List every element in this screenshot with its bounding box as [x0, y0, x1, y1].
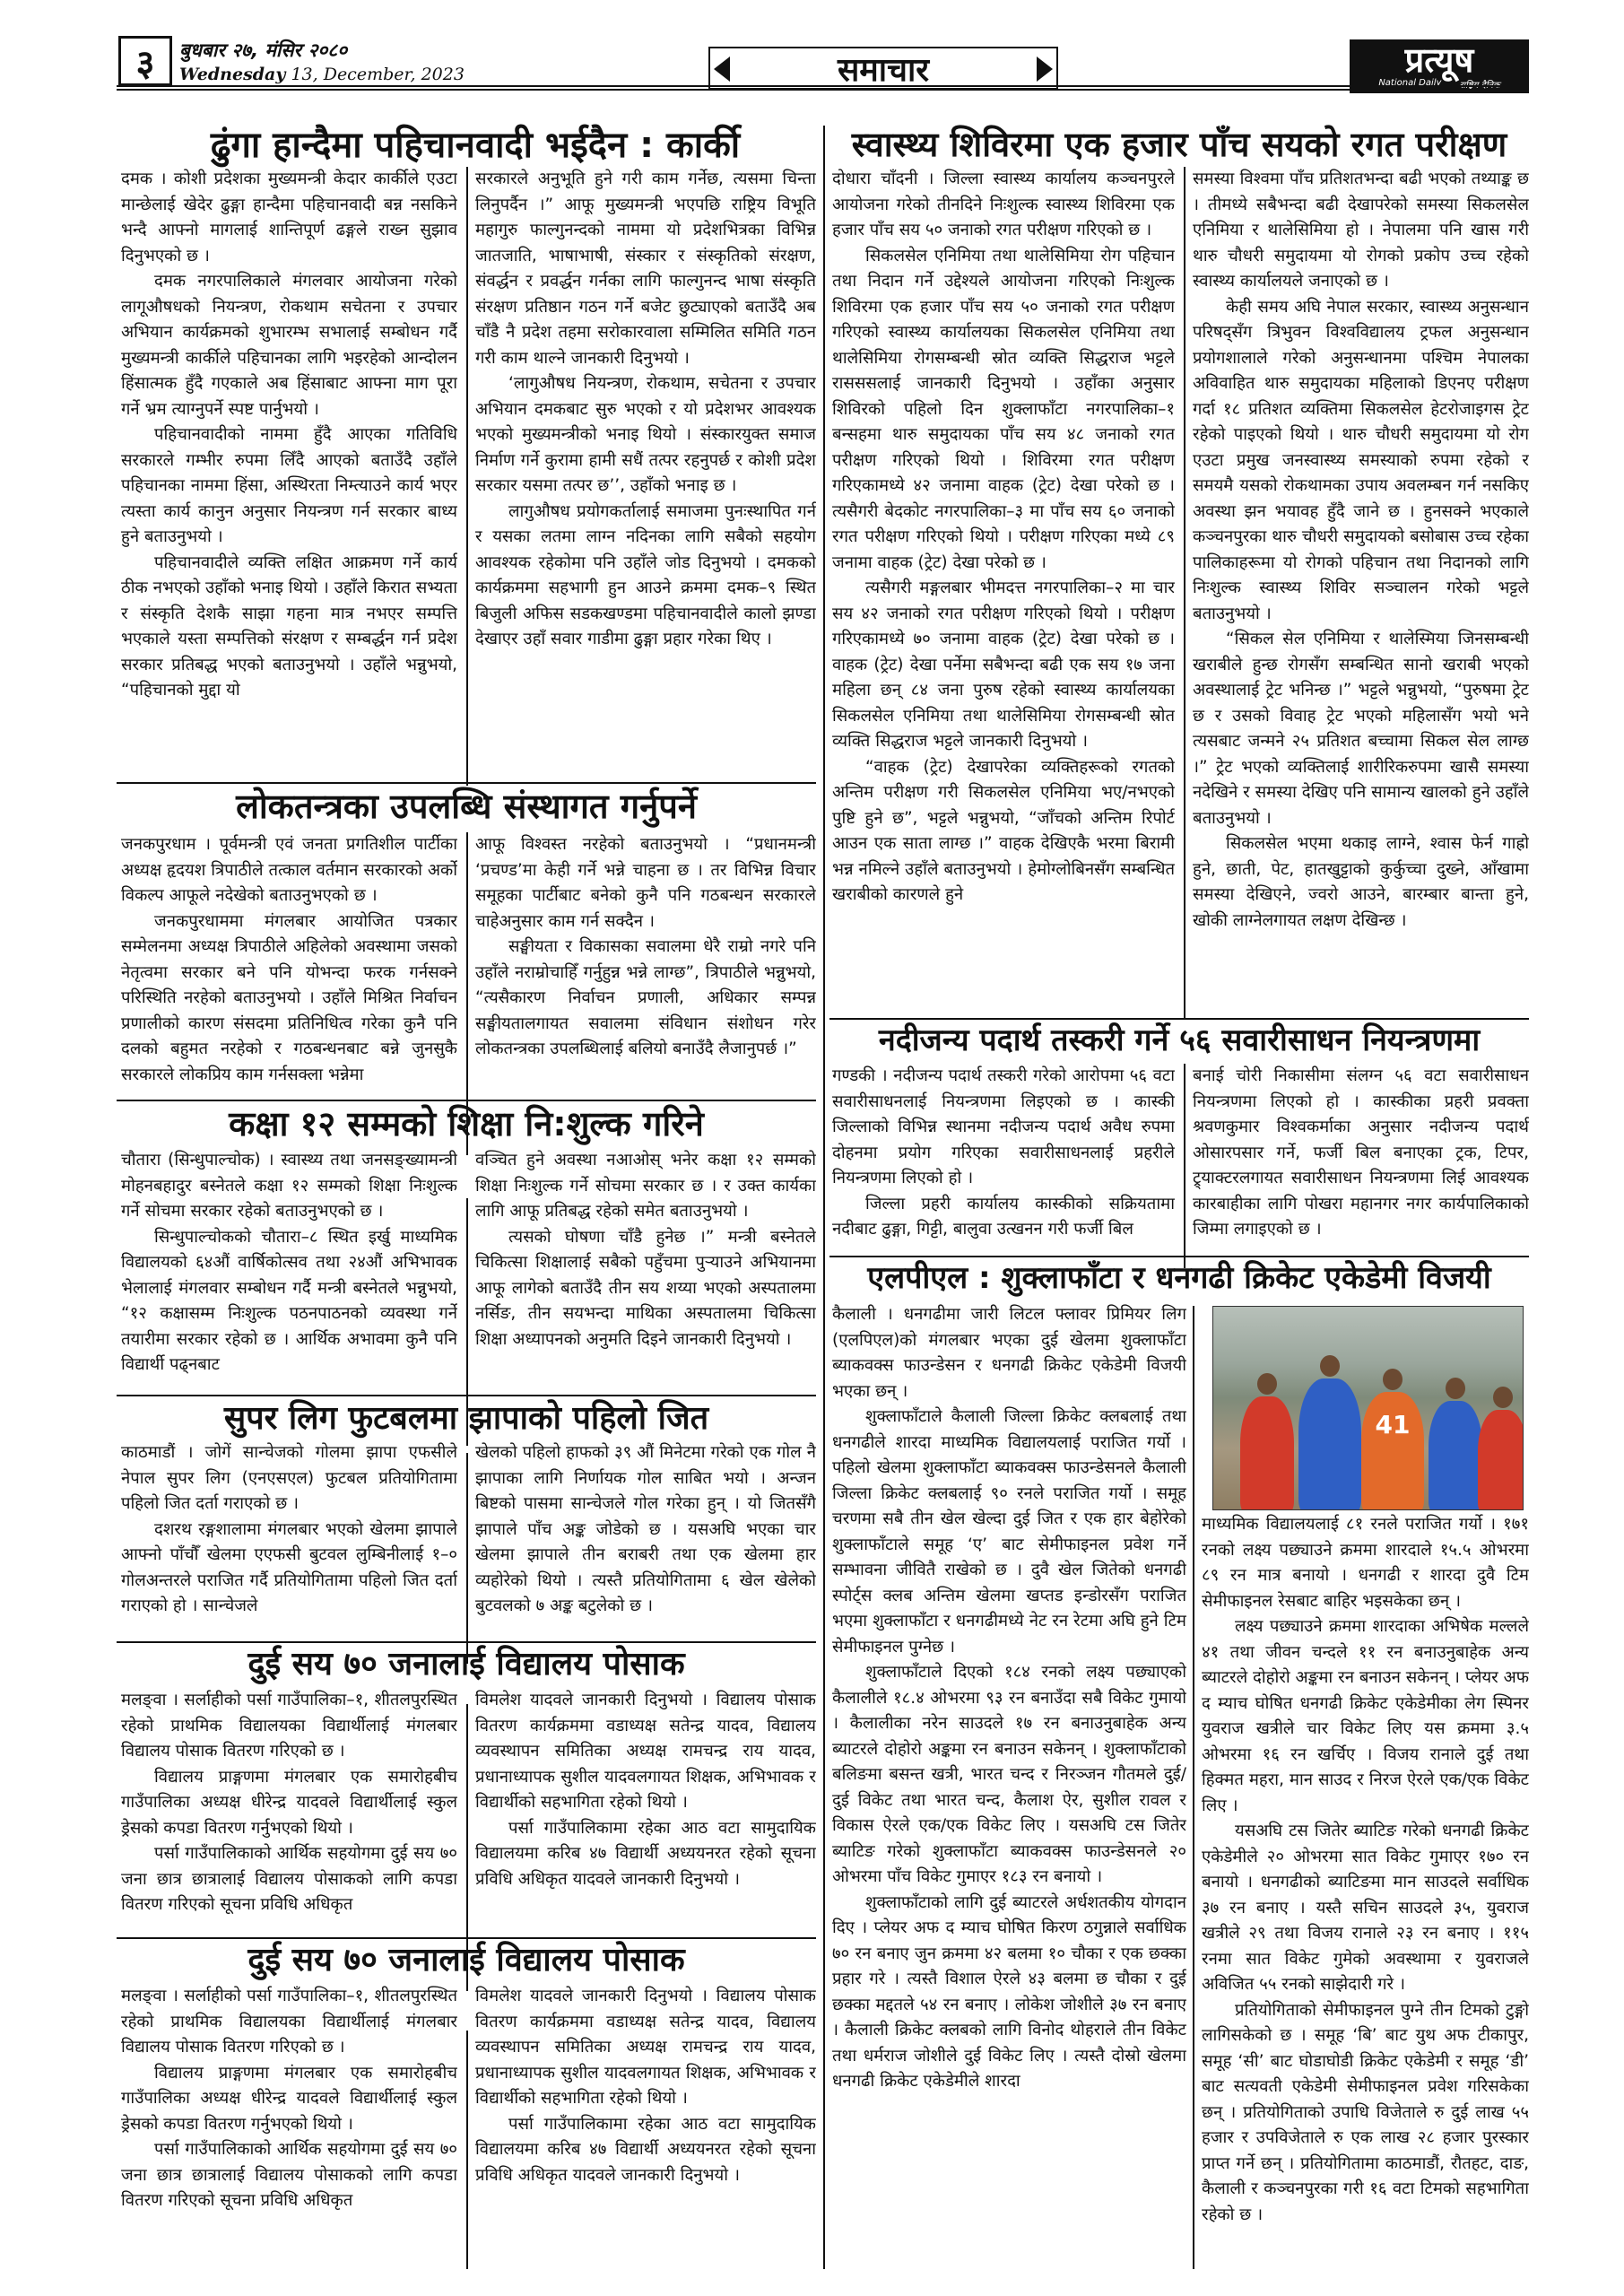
headline-5: दुई सय ७० जनालाई विद्यालय पोसाक [248, 1646, 685, 1683]
article-text [121, 1984, 457, 2214]
paragraph: सङ्घीयता र विकासका सवालमा धेरै राम्रो नगरे पनि उहाँले नराम्रोचाहिँ गर्नुहुन्न भन्ने लाग्छ”, त्रिपाठीले भन्नुभयो, “त्यसैकारण निर्वाचन प्रणाली, अधिकार सम्पन्न सङ्घीयतालगायत सवालमा संविधान संशोधन गरेर लोकतन्त्रका उपलब्धिलाई बलियो बनाउँदै लैजानुपर्छ ।” [475, 937, 816, 1058]
article-1-col-2 [475, 167, 816, 781]
paragraph: पर्सा गाउँपालिकाको आर्थिक सहयोगमा दुई सय ७० जना छात्र छात्रालाई विद्यालय पोसाकको लागि कपडा वितरण गरिएको सूचना प्रविधि अधिकृत [121, 1844, 457, 1914]
paragraph: जिल्ला प्रहरी कार्यालय कास्कीको सक्रियतामा नदीबाट ढुङ्गा, गिट्टी, बालुवा उत्खनन गरी फर्जी बिल [832, 1194, 1175, 1239]
headline-9: एलपीएल : शुक्लाफाँटा र धनगढी क्रिकेट एकेडेमी विजयी [867, 1260, 1491, 1296]
column-divider [1193, 1306, 1194, 2269]
paragraph: पर्सा गाउँपालिकामा रहेका आठ वटा सामुदायिक विद्यालयमा करिब ४७ विद्यार्थी अध्ययनरत रहेको सूचना प्रविधि अधिकृत यादवले जानकारी दिनुभयो । [475, 1818, 816, 1889]
article-separator [117, 1100, 816, 1101]
paragraph: दोधारा चाँदनी । जिल्ला स्वास्थ्य कार्यालय कञ्चनपुरले आयोजना गरेको तीनदिने निःशुल्क स्वास्थ्य शिविरमा एक हजार पाँच सय ५० जनाको रगत परीक्षण गरिएको छ । [832, 170, 1175, 239]
article-separator [117, 1937, 816, 1939]
article-7-col-1 [832, 167, 1175, 1019]
article-text [832, 167, 1175, 909]
headline-7: स्वास्थ्य शिविरमा एक हजार पाँच सयको रगत परीक्षण [851, 125, 1507, 164]
paragraph: आफू विश्वस्त नरहेको बताउनुभयो । “प्रधानमन्त्री ‘प्रचण्ड’मा केही गर्ने भन्ने चाहना छ । तर विभिन्न विचार समूहका पार्टीबाट बनेको कुनै पनि गठबन्धन सरकारले चाहेअनुसार काम गर्न सक्दैन । [475, 835, 816, 931]
paragraph: विद्यालय प्राङ्गणमा मंगलबार एक समारोहबीच गाउँपालिका अध्यक्ष धीरेन्द्र यादवले विद्यार्थीलाई स्कुल ड्रेसको कपडा वितरण गर्नुभएको थियो । [121, 2063, 457, 2134]
paragraph: सिकलसेल एनिमिया तथा थालेसिमिया रोग पहिचान तथा निदान गर्ने उद्देश्यले आयोजना गरिएको निःशुल्क शिविरमा एक हजार पाँच सय ५० जनाको रगत परीक्षण गरिएको स्वास्थ्य कार्यालयका सिकलसेल एनिमिया तथा थालेसिमिया रोगसम्बन्धी स्रोत व्यक्ति सिद्धराज भट्टले रासससलाई जानकारी दिनुभयो । उहाँका अनुसार शिविरको पहिलो दिन शुक्लाफाँटा नगरपालिका–१ बन्सहमा थारु समुदायका पाँच सय ४८ जनाको रगत परीक्षण गरिएको थियो । शिविरमा रगत परीक्षण गरिएकामध्ये ४२ जनामा वाहक (ट्रेट) देखा परेको छ । त्यसैगरी बेदकोट नगरपालिका–३ मा पाँच सय ६० जनाको रगत परीक्षण गरिएको थियो । परीक्षण गरिएका मध्ये ८९ जनामा वाहक (ट्रेट) देखा परेको छ । [832, 246, 1175, 572]
article-text [475, 1688, 816, 1892]
article-text [121, 1440, 457, 1620]
article-7-col-2 [1193, 167, 1529, 1019]
article-6-col-2 [475, 1984, 816, 2271]
paragraph: विमलेश यादवले जानकारी दिनुभयो । विद्यालय पोसाक वितरण कार्यक्रममा वडाध्यक्ष सतेन्द्र यादव, विद्यालय व्यवस्थापन समितिका अध्यक्ष रामचन्द्र राय यादव, प्रधानाध्यापक सुशील यादवलगायत शिक्षक, अभिभावक र विद्यार्थीको सहभागिता रहेको थियो । [475, 1987, 816, 2108]
paragraph: बनाई चोरी निकासीमा संलग्न ५६ वटा सवारीसाधन नियन्त्रणमा लिएको हो । कास्कीका प्रहरी प्रवक्ता श्रवणकुमार विश्वकर्माका अनुसार नदीजन्य पदार्थ ओसारपसार गर्ने, फर्जी बिल बनाएका ट्रक, टिपर, ट्र्याक्टरलगायत सवारीसाधन नियन्त्रणमा लिई आवश्यक कारबाहीका लागि पोखरा महानगर नगर कार्यपालिकाको जिम्मा लगाइएको छ । [1193, 1066, 1529, 1239]
paragraph: सिकलसेल भएमा थकाइ लाग्ने, श्वास फेर्न गाह्रो हुने, छाती, पेट, हातखुट्टाको कुर्कुच्चा दुख्ने, आँखामा समस्या देखिएने, ज्वरो आउने, बारम्बार बान्ता हुने, खोकी लाग्नेलगायत लक्षण देखिन्छ । [1193, 834, 1529, 930]
article-5-col-1 [121, 1688, 457, 1937]
paragraph: पर्सा गाउँपालिकामा रहेका आठ वटा सामुदायिक विद्यालयमा करिब ४७ विद्यार्थी अध्ययनरत रहेको सूचना प्रविधि अधिकृत यादवले जानकारी दिनुभयो । [475, 2114, 816, 2185]
article-text [832, 1064, 1175, 1243]
paragraph: विमलेश यादवले जानकारी दिनुभयो । विद्यालय पोसाक वितरण कार्यक्रममा वडाध्यक्ष सतेन्द्र यादव, विद्यालय व्यवस्थापन समितिका अध्यक्ष रामचन्द्र राय यादव, प्रधानाध्यापक सुशील यादवलगायत शिक्षक, अभिभावक र विद्यार्थीको सहभागिता रहेको थियो । [475, 1691, 816, 1812]
column-divider [1184, 1064, 1185, 1268]
paragraph: मलङ्वा । सर्लाहीको पर्सा गाउँपालिका–१, शीतलपुरस्थित रहेको प्राथमिक विद्यालयका विद्यार्थीलाई मंगलबार विद्यालय पोसाक वितरण गरिएको छ । [121, 1691, 457, 1761]
date-english: Wednesday 13, December, 2023 [179, 65, 465, 84]
paragraph: शुक्लाफाँटाले कैलाली जिल्ला क्रिकेट क्लबलाई तथा धनगढीले शारदा माध्यमिक विद्यालयलाई पराजित गर्यो । पहिलो खेलमा शुक्लाफाँटा ब्याकवक्स फाउन्डेसनले कैलाली जिल्ला क्रिकेट क्लबलाई ९० रनले पराजित गर्यो । समूह चरणमा सबै तीन खेल खेल्दा दुई जित र एक हार बेहोरेको शुक्लाफाँटाले समूह ‘ए’ बाट सेमीफाइनल प्रवेश गर्ने सम्भावना जीवितै राखेको छ । दुवै खेल जितेको धनगढी स्पोर्ट्स क्लब अन्तिम खेलमा खप्तड इन्डोरसँग पराजित भएमा शुक्लाफाँटा र धनगढीमध्ये नेट रन रेटमा अघि हुने टिम सेमीफाइनल पुग्नेछ । [832, 1407, 1186, 1657]
cricket-team-photo: 41 [1212, 1306, 1524, 1510]
article-separator [829, 1256, 1529, 1257]
paragraph: पहिचानवादीको नाममा हुँदै आएका गतिविधि सरकारले गम्भीर रुपमा लिँदै आएको बताउँदै उहाँले पहिचानका नाममा हिंसा, अस्थिरता निम्त्याउने कार्य भएर त्यस्ता कार्य कानुन अनुसार नियन्त्रण गर्न सरकार बाध्य हुने बताउनुभयो । [121, 425, 457, 546]
article-5-col-2 [475, 1688, 816, 1937]
paragraph: शुक्लाफाँटाको लागि दुई ब्याटरले अर्धशतकीय योगदान दिए । प्लेयर अफ द म्याच घोषित किरण ठगुन्नाले सर्वाधिक ७० रन बनाए जुन क्रममा ४२ बलमा १० चौका र एक छक्का प्रहार गरे । त्यस्तै विशाल ऐरले ४३ बलमा छ चौका र दुई छक्का मद्दतले ५४ रन बनाए । लोकेश जोशीले ३७ रन बनाए । कैलाली क्रिकेट क्लबको लागि विनोद थोहराले तीन विकेट तथा धर्मराज जोशीले दुई विकेट लिए । त्यस्तै दोस्रो खेलमा धनगढी क्रिकेट एकेडेमीले शारदा [832, 1892, 1186, 2091]
article-text [1202, 1512, 1529, 2228]
paragraph: ‘लागुऔषध नियन्त्रण, रोकथाम, सचेतना र उपचार अभियान दमकबाट सुरु भएको र यो प्रदेशभर आवश्यक भएको मुख्यमन्त्रीको भनाइ थियो । संस्कारयुक्त समाज निर्माण गर्ने कुरामा हामी सधैं तत्पर रहनुपर्छ र कोशी प्रदेश सरकार यसमा तत्पर छ’’, उहाँको भनाइ छ । [475, 374, 816, 495]
article-separator [117, 782, 816, 784]
article-3-col-2 [475, 1148, 816, 1394]
paragraph: “सिकल सेल एनिमिया र थालेस्मिया जिनसम्बन्धी खराबीले हुन्छ रोगसँग सम्बन्धित सानो खराबी भएको अवस्थालाई ट्रेट भनिन्छ ।” भट्टले भन्नुभयो, “पुरुषमा ट्रेट छ र उसको विवाह ट्रेट भएको महिलासँग भयो भने त्यसबाट जन्मने २५ प्रतिशत बच्चामा सिकल सेल लाग्छ ।” ट्रेट भएको व्यक्तिलाई शारीरिकरुपमा खासै समस्या नदेखिने र समस्या देखिए पनि सामान्य खालको हुने उहाँले बताउनुभयो । [1193, 630, 1529, 828]
page-number: ३ [118, 36, 172, 86]
article-3-col-1 [121, 1148, 457, 1394]
article-text [475, 832, 816, 1063]
article-8-col-2 [1193, 1064, 1529, 1256]
column-divider [823, 126, 825, 2269]
paragraph: काठमाडौं । जोगें सान्चेजको गोलमा झापा एफसीले नेपाल सुपर लिग (एनएसएल) फुटबल प्रतियोगितामा पहिलो जित दर्ता गराएको छ । [121, 1443, 457, 1513]
paragraph: त्यसको घोषणा चाँडै हुनेछ ।” मन्त्री बस्नेतले चिकित्सा शिक्षालाई सबैको पहुँचमा पुऱ्याउने अभियानमा आफू लागेको बताउँदै तीन सय शय्या भएको अस्पतालमा नर्सिङ, तीन सयभन्दा माथिका अस्पतालमा चिकित्सा शिक्षा अध्यापनको अनुमति दिइने जानकारी दिनुभयो । [475, 1227, 816, 1349]
article-text [121, 1148, 457, 1378]
paragraph: दमक । कोशी प्रदेशका मुख्यमन्त्री केदार कार्कीले एउटा मान्छेलाई खेदेर ढुङ्गा हान्दैमा पहिचानवादी बन्न नसकिने भन्दै आफ्नो मागलाई शान्तिपूर्ण ढङ्गले राख्न सुझाव दिनुभएको छ । [121, 170, 457, 265]
headline-1: ढुंगा हान्दैमा पहिचानवादी भईदैन : कार्की [210, 125, 741, 166]
article-text [121, 167, 457, 704]
headline-2: लोकतन्त्रका उपलब्धि संस्थागत गर्नुपर्ने [236, 787, 697, 826]
column-divider [1184, 167, 1185, 1019]
paragraph: सिन्धुपाल्चोकको चौतारा–८ स्थित इर्खु माध्यमिक विद्यालयको ६४औं वार्षिकोत्सव तथा २४औं अभिभावक भेलालाई मंगलवार सम्बोधन गर्दै मन्त्री बस्नेतले भन्नुभयो, “१२ कक्षासम्म निःशुल्क पठनपाठनको व्यवस्था गर्ने तयारीमा सरकार रहेको छ । आर्थिक अभावमा कुनै पनि विद्यार्थी पढ्नबाट [121, 1227, 457, 1374]
paragraph: पर्सा गाउँपालिकाको आर्थिक सहयोगमा दुई सय ७० जना छात्र छात्रालाई विद्यालय पोसाकको लागि कपडा वितरण गरिएको सूचना प्रविधि अधिकृत [121, 2140, 457, 2210]
article-8-col-1 [832, 1064, 1175, 1256]
article-separator [117, 1395, 816, 1396]
column-divider [466, 1453, 468, 1664]
paragraph: “वाहक (ट्रेट) देखापरेका व्यक्तिहरूको रगतको अन्तिम परीक्षण गरी सिकलसेल एनिमिया भए/नभएको पुष्टि हुने छ”, भट्टले भन्नुभयो, “जाँचको अन्तिम रिपोर्ट आउन एक साता लाग्छ ।” वाहक देखिएकै भरमा बिरामी भन्न नमिल्ने उहाँले बताउनुभयो । हेमोग्लोबिनसँग सम्बन्धित खराबीको कारणले हुने [832, 757, 1175, 904]
headline-3: कक्षा १२ सम्मको शिक्षा नि:शुल्क गरिने [229, 1104, 704, 1144]
date-nepali: बुधबार २७, मंसिर २०८० [179, 39, 348, 61]
headline-6: दुई सय ७० जनालाई विद्यालय पोसाक [248, 1942, 685, 1979]
article-4-col-1 [121, 1440, 457, 1641]
paragraph: जनकपुरधाममा मंगलबार आयोजित पत्रकार सम्मेलनमा अध्यक्ष त्रिपाठीले अहिलेको अवस्थामा जसको नेतृत्वमा सरकार बने पनि योभन्दा फरक गर्नसक्ने परिस्थिति नरहेको बताउनुभयो । उहाँले मिश्रित निर्वाचन प्रणालीको कारण संसदमा प्रतिनिधित्व गरेका कुनै पनि दलको बहुमत नरहेको र गठबन्धनबाट बन्ने जुनसुकै सरकारले लोकप्रिय काम गर्नसक्ला भन्नेमा [121, 911, 457, 1084]
paragraph: मलङ्वा । सर्लाहीको पर्सा गाउँपालिका–१, शीतलपुरस्थित रहेको प्राथमिक विद्यालयका विद्यार्थीलाई मंगलबार विद्यालय पोसाक वितरण गरिएको छ । [121, 1987, 457, 2057]
paragraph: त्यसैगरी मङ्गलबार भीमदत्त नगरपालिका–२ मा चार सय ४२ जनाको रगत परीक्षण गरिएको थियो । परीक्षण गरिएकामध्ये ७० जनामा वाहक (ट्रेट) देखा परेको छ । वाहक (ट्रेट) देखा पर्नेमा सबैभन्दा बढी एक सय १७ जना महिला छन् ८४ जना पुरुष रहेको स्वास्थ्य कार्यालयका सिकलसेल एनिमिया तथा थालेसिमिया रोगसम्बन्धी स्रोत व्यक्ति सिद्धराज भट्टले जानकारी दिनुभयो । [832, 578, 1175, 751]
article-text [475, 1148, 816, 1352]
header-rule [117, 85, 1507, 91]
article-text [1193, 1064, 1529, 1243]
article-text [832, 1302, 1186, 2095]
paragraph: समस्या विश्वमा पाँच प्रतिशतभन्दा बढी भएको तथ्याङ्क छ । तीमध्ये सबैभन्दा बढी देखापरेको समस्या सिकलसेल एनिमिया र थालेसिमिया हो । नेपालमा पनि खास गरी थारु चौधरी समुदायमा यो रोगको प्रकोप उच्च रहेको स्वास्थ्य कार्यालयले जनाएको छ । [1193, 170, 1529, 291]
article-2-col-2 [475, 832, 816, 1100]
column-divider [466, 2031, 468, 2269]
paragraph: यसअघि टस जितेर ब्याटिङ गरेको धनगढी क्रिकेट एकेडेमीले २० ओभरमा सात विकेट गुमाएर १७० रन बनायो । धनगढीको ब्याटिङमा मान साउदले सर्वाधिक ३७ रन बनाए । यस्तै सचिन साउदले ३५, युवराज खत्रीले २९ तथा विजय रानाले २३ रन बनाए । ११५ रनमा सात विकेट गुमेको अवस्थामा र युवराजले अविजित ५५ रनको साझेदारी गरे । [1202, 1822, 1529, 1994]
paragraph: कैलाली । धनगढीमा जारी लिटल फ्लावर प्रिमियर लिग (एलपिएल)को मंगलबार भएका दुई खेलमा शुक्लाफाँटा ब्याकवक्स फाउन्डेसन र धनगढी क्रिकेट एकेडेमी विजयी भएका छन् । [832, 1305, 1186, 1401]
article-text [475, 1440, 816, 1620]
paragraph: प्रतियोगिताको सेमीफाइनल पुग्ने तीन टिमको टुङ्गो लागिसकेको छ । समूह ‘बि’ बाट युथ अफ टीकापुर, समूह ‘सी’ बाट घोडाघोडी क्रिकेट एकेडेमी र समूह ‘डी’ बाट सत्यवती एकेडेमी सेमीफाइनल प्रवेश गरिसकेका छन् । प्रतियोगिताको उपाधि विजेताले रु दुई लाख ५५ हजार र उपविजेताले रु एक लाख २८ हजार पुरस्कार प्राप्त गर्ने छन् । प्रतियोगितामा काठमाडौं, रौतहट, दाङ, कैलाली र कञ्चनपुरका गरी १६ वटा टिमको सहभागिता रहेको छ । [1202, 2000, 1529, 2224]
paragraph: वञ्चित हुने अवस्था नआओस् भनेर कक्षा १२ सम्मको शिक्षा निःशुल्क गर्ने सोचमा सरकार छ । र उक्त कार्यका लागि आफू प्रतिबद्ध रहेको समेत बताउनुभयो । [475, 1151, 816, 1221]
right-arrow-icon [1037, 57, 1053, 82]
article-text [475, 1984, 816, 2188]
article-separator [117, 1641, 816, 1643]
headline-8: नदीजन्य पदार्थ तस्करी गर्ने ५६ सवारीसाधन नियन्त्रणमा [878, 1022, 1481, 1058]
article-6-col-1 [121, 1984, 457, 2271]
article-text [1193, 167, 1529, 934]
paragraph: खेलको पहिलो हाफको ३९ औं मिनेटमा गरेको एक गोल नै झापाका लागि निर्णायक गोल साबित भयो । अन्जन बिष्टको पासमा सान्चेजले गोल गरेका हुन् । यो जितसँगै झापाले पाँच अङ्क जोडेको छ । यसअघि भएका चार खेलमा झापाले तीन बराबरी तथा एक खेलमा हार व्यहोरेको थियो । त्यस्तै प्रतियोगितामा ६ खेल खेलेको बुटवलको ७ अङ्क बटुलेको छ । [475, 1443, 816, 1615]
paragraph: गण्डकी । नदीजन्य पदार्थ तस्करी गरेको आरोपमा ५६ वटा सवारीसाधनलाई नियन्त्रणमा लिइएको छ । कास्की जिल्लाको विभिन्न स्थानमा नदीजन्य पदार्थ अवैध रुपमा दोहनमा प्रयोग गरिएका सवारीसाधनलाई प्रहरीले नियन्त्रणमा लिएको हो । [832, 1066, 1175, 1187]
paragraph: चौतारा (सिन्धुपाल्चोक) । स्वास्थ्य तथा जनसङ्ख्यामन्त्री मोहनबहादुर बस्नेतले कक्षा १२ सम्मको शिक्षा निःशुल्क गर्ने सोचमा सरकार रहेको बताउनुभएको छ । [121, 1151, 457, 1221]
section-label: समाचार [708, 47, 1058, 90]
paragraph: लक्ष्य पछ्याउने क्रममा शारदाका अभिषेक मल्लले ४१ तथा जीवन चन्दले ११ रन बनाउनुबाहेक अन्य ब्याटरले दोहोरो अङ्कमा रन बनाउन सकेनन् । प्लेयर अफ द म्याच घोषित धनगढी क्रिकेट एकेडेमीका लेग स्पिनर युवराज खत्रीले चार विकेट लिए यस क्रममा ३.५ ओभरमा १६ रन खर्चिए । विजय रानाले दुई तथा हिक्मत महरा, मान साउद र निरज ऐरले एक/एक विकेट लिए । [1202, 1617, 1529, 1815]
left-arrow-icon [714, 57, 730, 82]
article-text [475, 167, 816, 653]
column-divider [466, 167, 468, 786]
article-2-col-1 [121, 832, 457, 1100]
paragraph: पहिचानवादीले व्यक्ति लक्षित आक्रमण गर्ने कार्य ठीक नभएको उहाँको भनाइ थियो । उहाँले किरात सभ्यता र संस्कृति देशकै साझा गहना मात्र नभएर सम्पत्ति भएकाले यस्ता सम्पत्तिको संरक्षण र सम्बर्द्धन गर्न प्रदेश सरकार प्रतिबद्ध भएको बताउनुभयो । उहाँले भन्नुभयो, “पहिचानको मुद्दा यो [121, 552, 457, 700]
paragraph: लागुऔषध प्रयोगकर्तालाई समाजमा पुनःस्थापित गर्न र यसका लतमा लाग्न नदिनका लागि सबैको सहयोग आवश्यक रहेकोमा पनि उहाँले जोड दिनुभयो । दमकको कार्यक्रममा सहभागी हुन आउने क्रममा दमक–९ स्थित बिजुली अफिस सडकखण्डमा पहिचानवादीले कालो झण्डा देखाएर उहाँ सवार गाडीमा ढुङ्गा प्रहार गरेका थिए । [475, 501, 816, 648]
paragraph: विद्यालय प्राङ्गणमा मंगलबार एक समारोहबीच गाउँपालिका अध्यक्ष धीरेन्द्र यादवले विद्यार्थीलाई स्कुल ड्रेसको कपडा वितरण गर्नुभएको थियो । [121, 1767, 457, 1838]
article-9-col-2 [1202, 1512, 1529, 2271]
paragraph: दशरथ रङ्गशालामा मंगलबार भएको खेलमा झापाले आफ्नो पाँचौँ खेलमा एएफसी बुटवल लुम्बिनीलाई १–० गोलअन्तरले पराजित गर्दै प्रतियोगितामा पहिलो जित दर्ता गराएको हो । सान्चेजले [121, 1519, 457, 1615]
paragraph: माध्यमिक विद्यालयलाई ८१ रनले पराजित गर्यो । १७१ रनको लक्ष्य पछ्याउने क्रममा शारदाले १५.५ ओभरमा ८९ रन मात्र बनायो । धनगढी र शारदा दुवै टिम सेमीफाइनल रेसबाट बाहिर भइसकेका छन् । [1202, 1515, 1529, 1611]
paragraph: केही समय अघि नेपाल सरकार, स्वास्थ्य अनुसन्धान परिषद्सँग त्रिभुवन विश्वविद्यालय ट्रफल अनुसन्धान प्रयोगशालाले गरेको अनुसन्धानमा पश्चिम नेपालका अविवाहित थारु समुदायका महिलाको डिएनए परीक्षण गर्दा १८ प्रतिशत व्यक्तिमा सिकलसेल हेटरोजाइगस ट्रेट रहेको पाइएको थियो । थारु चौधरी समुदायमा यो रोग एउटा प्रमुख जनस्वास्थ्य समस्याको रुपमा रहेको र समयमै यसको रोकथामका उपाय अवलम्बन गर्न नसकिए अवस्था झन भयावह हुँदै जाने छ । हुनसक्ने भएकाले कञ्चनपुरका थारु चौधरी समुदायको बसोबास उच्च रहेका पालिकाहरूमा यो रोगको पहिचान तथा निदानको लागि निःशुल्क स्वास्थ्य शिविर सञ्चालन गरेको भट्टले बताउनुभयो । [1193, 297, 1529, 623]
paragraph: दमक नगरपालिकाले मंगलवार आयोजना गरेको लागूऔषधको नियन्त्रण, रोकथाम सचेतना र उपचार अभियान कार्यक्रमको शुभारम्भ सभालाई सम्बोधन गर्दै मुख्यमन्त्री कार्कीले पहिचानका लागि भइरहेको आन्दोलन हिंसात्मक हुँदै गएकाले अब हिंसाबाट आफ्ना माग पूरा गर्ने भ्रम त्याग्नुपर्ने स्पष्ट पार्नुभयो । [121, 272, 457, 419]
headline-4: सुपर लिग फुटबलमा झापाको पहिलो जित [223, 1400, 709, 1437]
paragraph: शुक्लाफाँटाले दिएको १८४ रनको लक्ष्य पछ्याएको कैलालीले १८.४ ओभरमा ९३ रन बनाउँदा सबै विकेट गुमायो । कैलालीका नरेन साउदले १७ रन बनाउनुबाहेक अन्य ब्याटरले दोहोरो अङ्कमा रन बनाउन सकेनन् । शुक्लाफाँटाको बलिङमा बसन्त खत्री, भारत चन्द र निरञ्जन गौतमले दुई/दुई विकेट तथा भारत चन्द, कैलाश ऐर, सुशील रावल र विकास ऐरले एक/एक विकेट लिए । यसअघि टस जितेर ब्याटिङ गरेको शुक्लाफाँटा ब्याकवक्स फाउन्डेसनले २० ओभरमा पाँच विकेट गुमाएर १८३ रन बनायो । [832, 1663, 1186, 1886]
article-9-col-1 [832, 1302, 1186, 2271]
paragraph: सरकारले अनुभूति हुने गरी काम गर्नेछ, त्यसमा चिन्ता लिनुपर्दैन ।” आफू मुख्यमन्त्री भएपछि राष्ट्रिय विभूति महागुरु फाल्गुनन्दको नाममा यो प्रदेशभित्रका विभिन्न जातजाति, भाषाभाषी, संस्कार र संस्कृतिको संरक्षण, संवर्द्धन र प्रवर्द्धन गर्नका लागि फाल्गुनन्द भाषा संस्कृति संरक्षण प्रतिष्ठान गठन गर्ने बजेट छुट्याएको बताउँदै अब चाँडै नै प्रदेश तहमा सरोकारवाला सम्मिलित समिति गठन गरी काम थाल्ने जानकारी दिनुभयो । [475, 170, 816, 368]
newspaper-logo: प्रत्यूष National Daily राष्ट्रिय दैनिक [1350, 39, 1529, 93]
article-text [121, 1688, 457, 1918]
article-1-col-1 [121, 167, 457, 781]
article-text [121, 832, 457, 1088]
paragraph: जनकपुरधाम । पूर्वमन्त्री एवं जनता प्रगतिशील पार्टीका अध्यक्ष हृदयश त्रिपाठीले तत्काल वर्तमान सरकारको अर्को विकल्प आफूले नदेखेको बताउनुभएको छ । [121, 835, 457, 905]
article-4-col-2 [475, 1440, 816, 1641]
